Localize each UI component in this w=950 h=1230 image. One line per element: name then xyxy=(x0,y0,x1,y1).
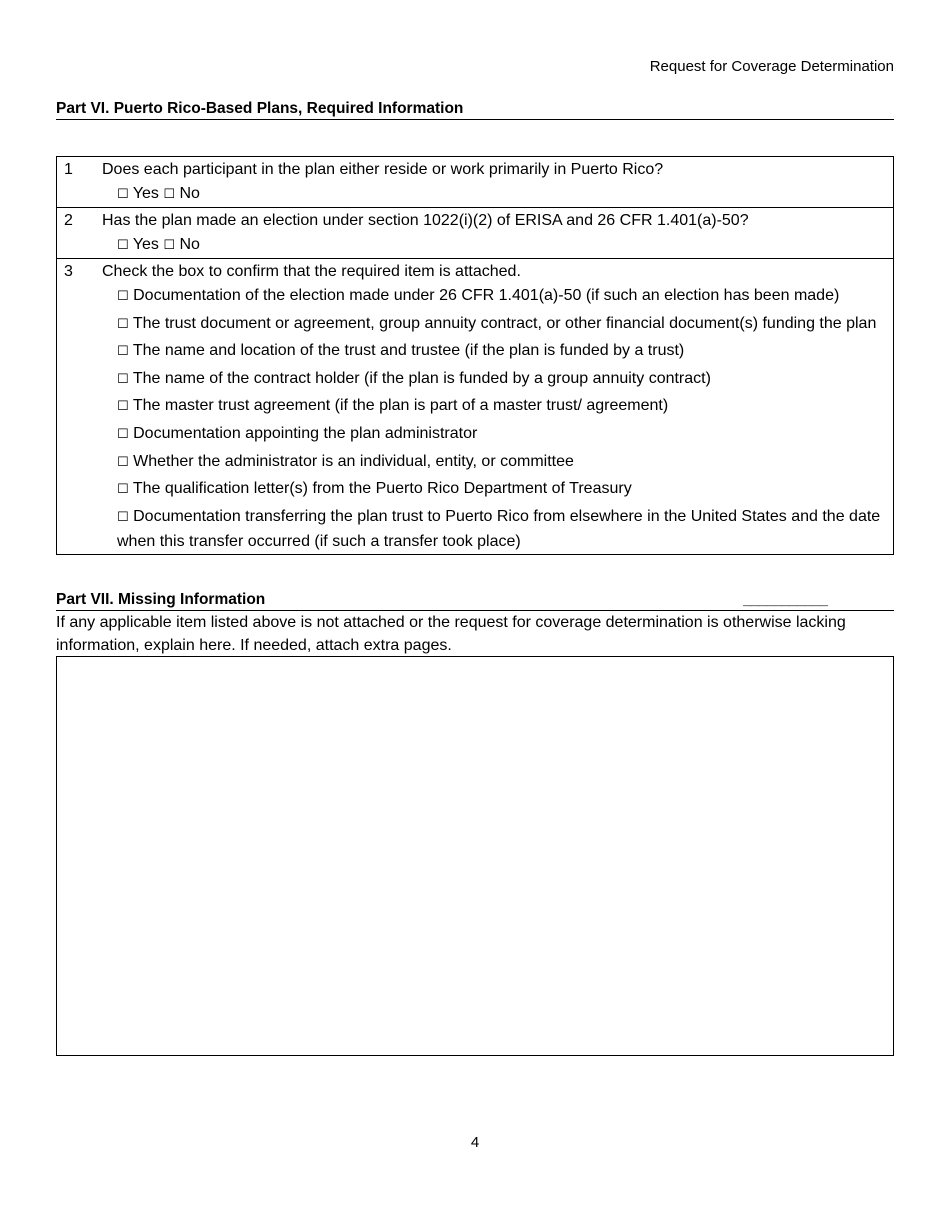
question-number: 1 xyxy=(57,157,103,208)
attachment-checkbox[interactable]: ☐ xyxy=(117,371,129,387)
missing-info-explanation-field[interactable] xyxy=(56,656,894,1056)
attachment-checkbox[interactable]: ☐ xyxy=(117,482,129,498)
question-row-1 xyxy=(57,157,894,208)
question-text: Has the plan made an election under section 1022(i)(2) of ERISA and 26 CFR 1.401(a)-50? xyxy=(102,212,749,229)
q2-no-label: No xyxy=(179,236,200,253)
document-header-title: Request for Coverage Determination xyxy=(649,58,894,75)
question-number: 3 xyxy=(57,259,103,555)
attachment-item-contract-holder xyxy=(102,367,893,392)
missing-info-instructions: If any applicable item listed above is not attached or the request for coverage determination is otherwise lacking information, explain here. If needed, attach extra pages. xyxy=(56,614,846,654)
attachment-checkbox[interactable]: ☐ xyxy=(117,509,129,525)
attachment-item-trust-document xyxy=(102,312,893,337)
question-text: Check the box to confirm that the required item is attached. xyxy=(102,263,521,280)
attachment-item-qualification-letter xyxy=(102,477,893,502)
attachment-label: The name of the contract holder (if the plan is funded by a group annuity contract) xyxy=(132,369,711,387)
attachment-checkbox[interactable]: ☐ xyxy=(117,316,129,332)
attachment-label: Documentation transferring the plan trust to Puerto Rico from elsewhere in the United States and the date when this transfer occurred (if such a transfer took place) xyxy=(117,507,881,550)
part-vii-heading: Part VII. Missing Information xyxy=(56,591,266,608)
part-vii-heading-row xyxy=(56,590,894,611)
attachment-label: The name and location of the trust and trustee (if the plan is funded by a trust) xyxy=(132,342,685,360)
attachment-label: Whether the administrator is an individual, entity, or committee xyxy=(133,452,574,470)
attachment-item-administrator-appointment xyxy=(102,422,893,447)
part-vi-heading: Part VI. Puerto Rico-Based Plans, Required Information xyxy=(56,99,894,120)
attachment-label: Documentation appointing the plan administrator xyxy=(133,424,478,442)
attachment-checkbox[interactable]: ☐ xyxy=(117,426,129,442)
q2-yes-label: Yes xyxy=(132,236,159,253)
attachment-item-trust-name-location xyxy=(102,339,893,364)
attachment-label: The master trust agreement (if the plan is part of a master trust/ agreement) xyxy=(132,397,669,415)
q1-no-checkbox[interactable]: ☐ xyxy=(163,187,176,202)
attachment-label: The qualification letter(s) from the Puerto Rico Department of Treasury xyxy=(132,480,632,498)
page-number: 4 xyxy=(470,1134,480,1151)
part-vi-questions-table xyxy=(56,156,894,555)
attachment-checkbox[interactable]: ☐ xyxy=(117,289,129,304)
q2-no-checkbox[interactable]: ☐ xyxy=(163,238,176,253)
attachment-checkbox[interactable]: ☐ xyxy=(117,399,129,415)
attachment-item-administrator-type xyxy=(102,450,893,475)
attachment-item-trust-transfer xyxy=(102,505,893,554)
attachment-label: The trust document or agreement, group annuity contract, or other financial document(s) funding the plan xyxy=(132,314,877,332)
q2-yes-checkbox[interactable]: ☐ xyxy=(117,238,129,253)
attachment-checkbox[interactable]: ☐ xyxy=(117,344,129,360)
attachment-item-master-trust xyxy=(102,394,893,419)
question-number: 2 xyxy=(57,208,103,259)
attachment-label: Documentation of the election made under 26 CFR 1.401(a)-50 (if such an election has been made) xyxy=(133,287,840,304)
question-row-2 xyxy=(57,208,894,259)
attachment-item-election-documentation xyxy=(102,284,893,309)
question-text: Does each participant in the plan either reside or work primarily in Puerto Rico? xyxy=(102,161,664,178)
question-row-3 xyxy=(57,259,894,555)
q1-no-label: No xyxy=(179,185,200,202)
attachment-checkbox[interactable]: ☐ xyxy=(117,454,129,470)
heading-blank-line: ___________ xyxy=(743,591,827,608)
q1-yes-label: Yes xyxy=(132,185,159,202)
q1-yes-checkbox[interactable]: ☐ xyxy=(117,187,129,202)
